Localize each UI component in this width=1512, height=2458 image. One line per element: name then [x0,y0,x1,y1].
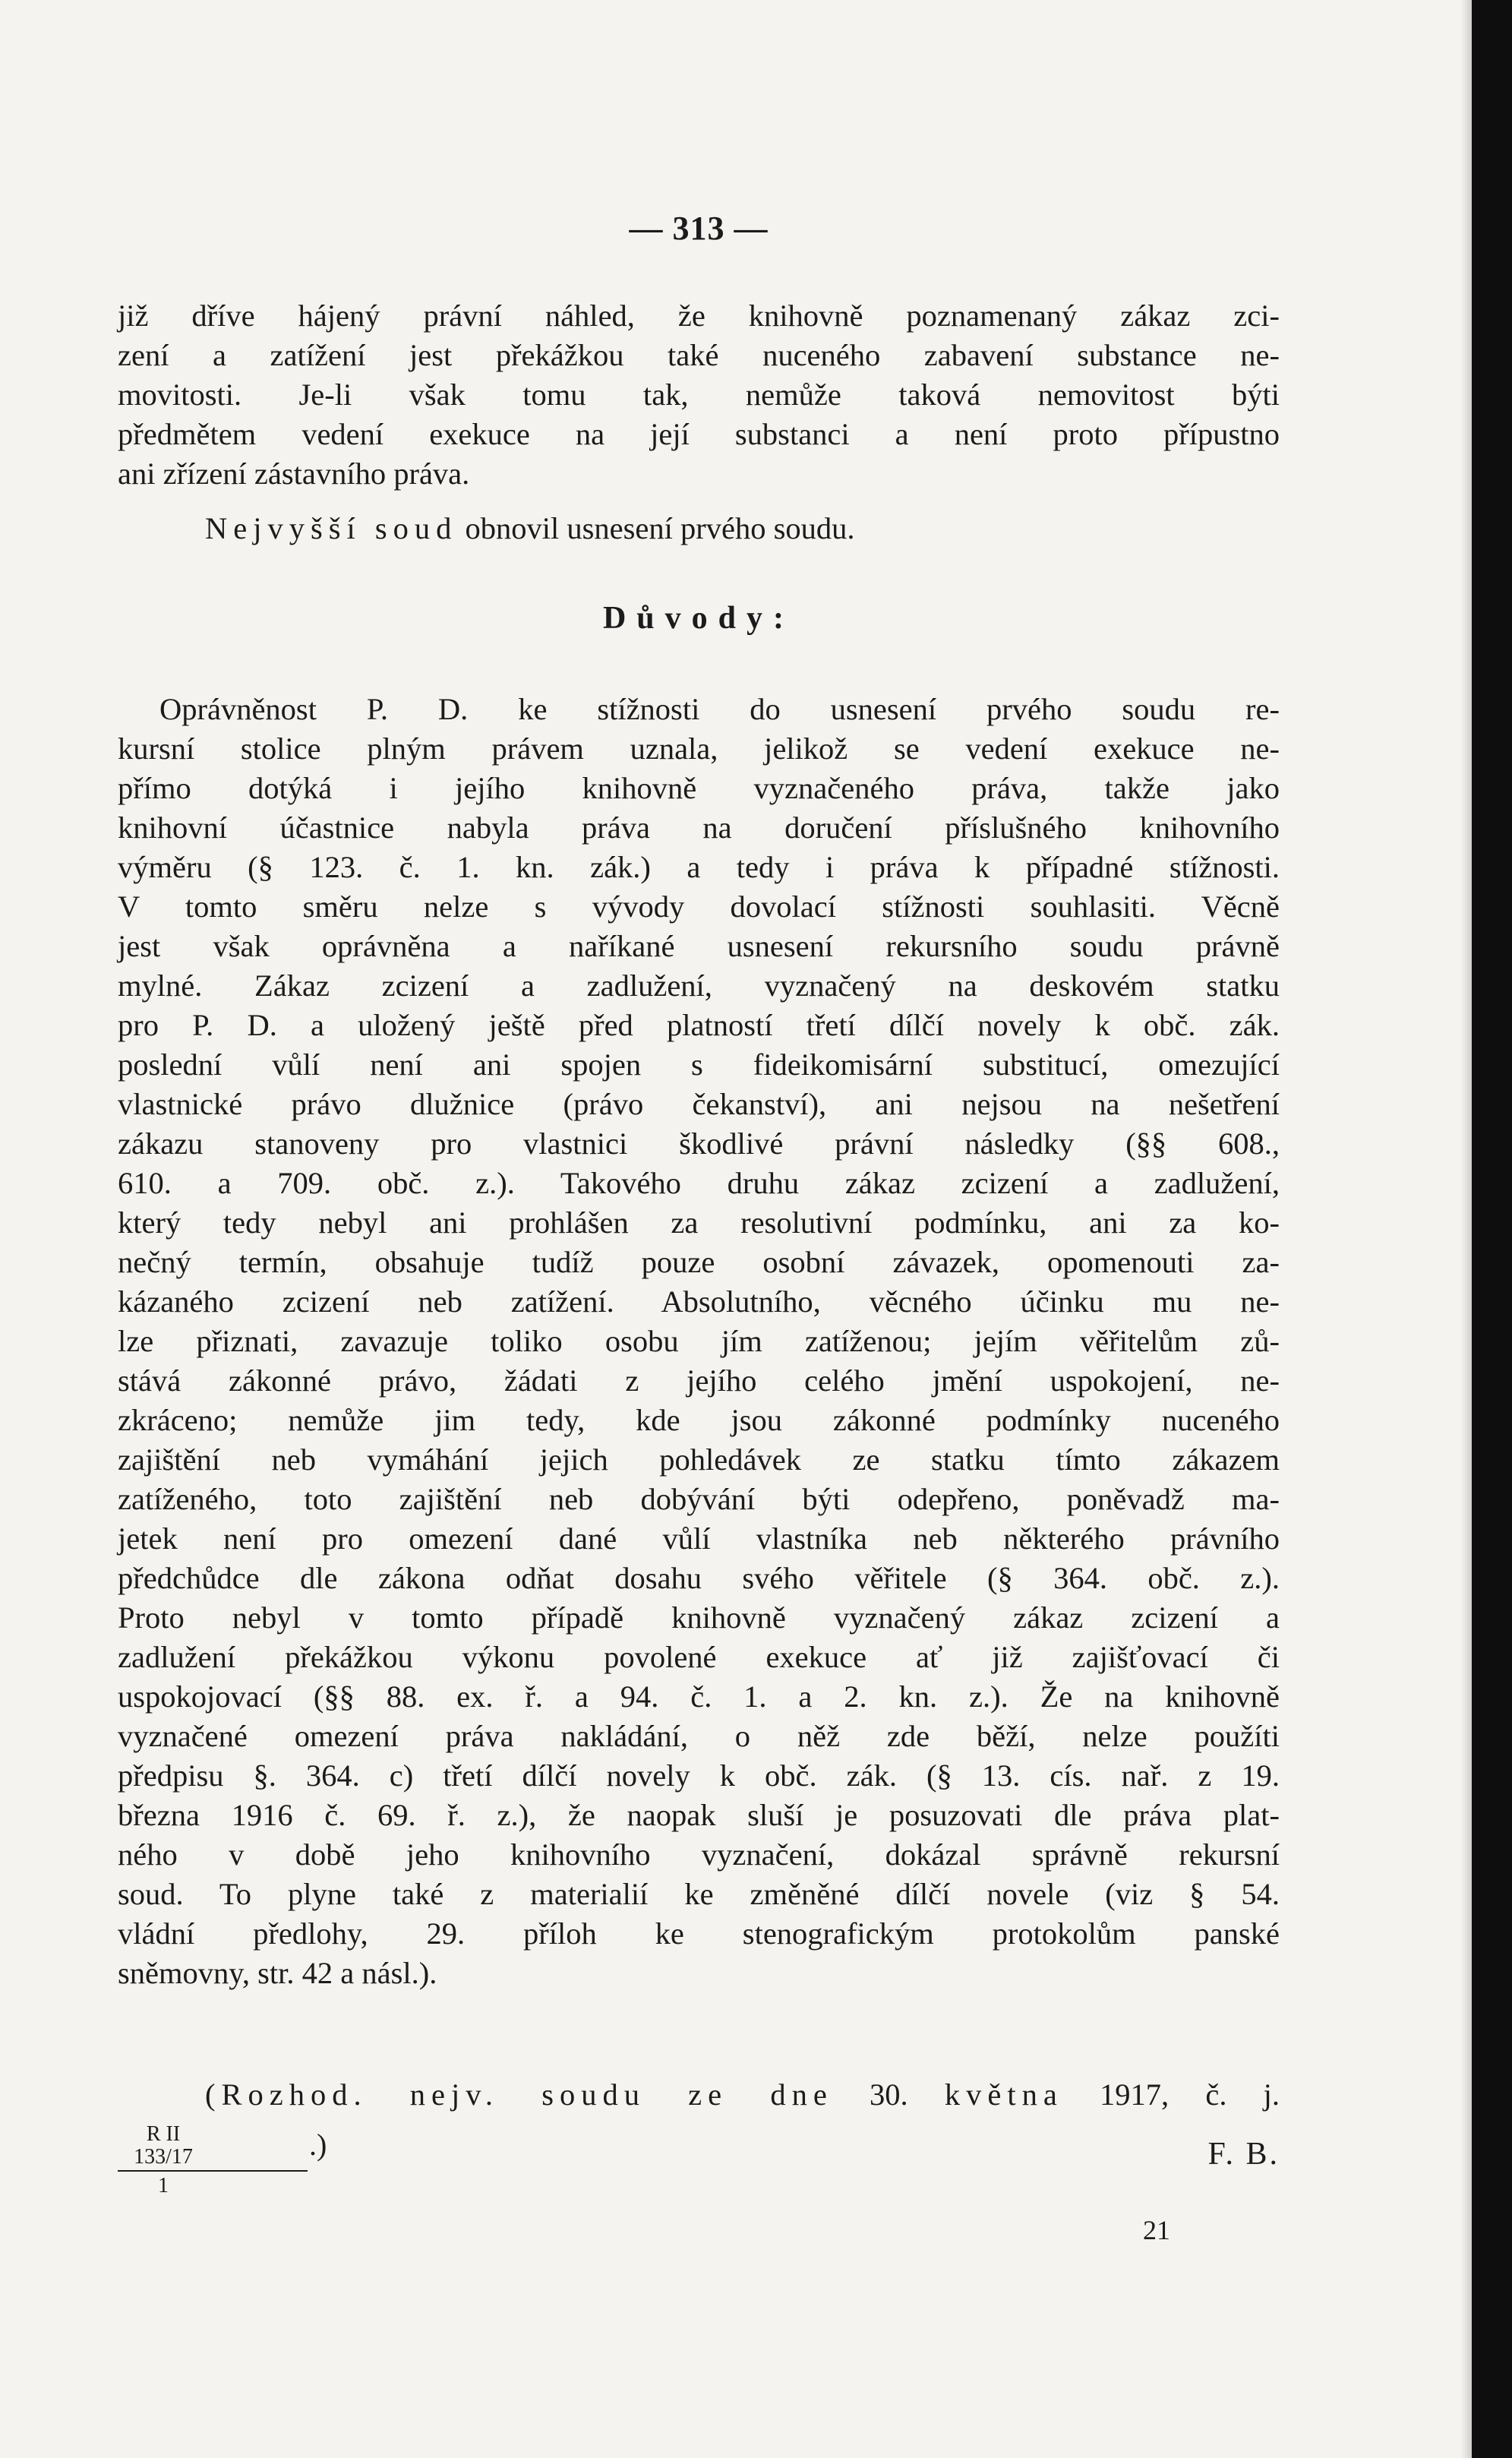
paragraph2-line: přímo dotýká i jejího knihovně vyznačeného práva, takže jako [118,771,1280,805]
decision-year: 1917, [1100,2077,1170,2112]
paragraph2-line: V tomto směru nelze s vývody dovolací stížnosti souhlasiti. Věcně [118,889,1280,924]
paragraph2-line: který tedy nebyl ani prohlášen za resolutivní podmínku, ani za ko- [118,1205,1280,1240]
decision-month: května [944,2077,1063,2112]
paragraph2-line: sněmovny, str. 42 a násl.). [118,1956,437,1990]
paragraph2-line: vládní předlohy, 29. příloh ke stenografickým protokolům panské [118,1916,1280,1951]
paragraph2-line: kázaného zcizení neb zatížení. Absolutního, věcného účinku mu ne- [118,1284,1280,1319]
paragraph2-line: vyznačené omezení práva nakládání, o něž zde běží, nelze použíti [118,1719,1280,1753]
author-initials: F. B. [1207,2137,1280,2172]
paragraph2-line: výměru (§ 123. č. 1. kn. zák.) a tedy i práva k případné stížnosti. [118,850,1280,884]
decision-closing: .) [309,2128,327,2162]
sheet-number: 21 [1143,2215,1170,2245]
page-number: — 313 — [629,210,769,247]
decision-date-number: 30. [870,2077,908,2112]
case-number-fraction [118,2123,308,2197]
paragraph2-line: knihovní účastnice nabyla práva na doručení příslušného knihovního [118,810,1280,845]
decision-tail: č. j. [1205,2077,1280,2112]
decision-reference [205,2075,1280,2115]
paragraph2-line: poslední vůlí není ani spojen s fideikomisární substitucí, omezující [118,1047,1280,1082]
paragraph1-line: ani zřízení zástavního práva. [118,457,470,491]
decision-prefix: (Rozhod. nejv. soudu ze dne [205,2077,833,2112]
case-number: R II 133/17 [134,2122,193,2169]
paragraph2-line: zadlužení překážkou výkonu povolené exekuce ať již zajišťovací či [118,1640,1280,1674]
paragraph2-line: Oprávněnost P. D. ke stížnosti do usnesení prvého soudu re- [159,692,1280,726]
court-ruling-line [205,509,1280,548]
paragraph2-line: soud. To plyne také z materialií ke změněné dílčí novele (viz § 54. [118,1877,1280,1911]
paragraph2-line: zatíženého, toto zajištění neb dobývání býti odepřeno, poněvadž ma- [118,1482,1280,1516]
court-ruling-text: obnovil usnesení prvého soudu. [465,511,855,545]
paragraph2-line: stává zákonné právo, žádati z jejího celého jmění uspokojení, ne- [118,1363,1280,1398]
paragraph2-line: jest však oprávněna a naříkané usnesení rekursního soudu právně [118,929,1280,963]
paragraph1-line: zení a zatížení jest překážkou také nuceného zabavení substance ne- [118,338,1280,372]
paragraph2-line: zkráceno; nemůže jim tedy, kde jsou zákonné podmínky nuceného [118,1403,1280,1437]
paragraph2-line: předpisu §. 364. c) třetí dílčí novely k obč. zák. (§ 13. cís. nař. z 19. [118,1758,1280,1793]
fraction-bar [118,2170,308,2172]
paragraph2-line: vlastnické právo dlužnice (právo čekanství), ani nejsou na nešetření [118,1087,1280,1121]
paragraph2-line: předchůdce dle zákona odňat dosahu svého věřitele (§ 364. obč. z.). [118,1561,1280,1595]
paragraph2-line: pro P. D. a uložený ještě před platností třetí dílčí novely k obč. zák. [118,1008,1280,1042]
paragraph2-line: uspokojovací (§§ 88. ex. ř. a 94. č. 1. a 2. kn. z.). Že na knihovně [118,1679,1280,1714]
paragraph2-line: mylné. Zákaz zcizení a zadlužení, vyznačený na deskovém statku [118,968,1280,1003]
paragraph2-line: jetek není pro omezení dané vůlí vlastníka neb některého právního [118,1521,1280,1556]
paragraph2-line: lze přiznati, zavazuje toliko osobu jím zatíženou; jejím věřitelům zů- [118,1324,1280,1358]
paragraph2-line: zajištění neb vymáhání jejich pohledávek ze statku tímto zákazem [118,1442,1280,1477]
paragraph1-line: předmětem vedení exekuce na její substanci a není proto přípustno [118,417,1280,451]
paragraph2-line: března 1916 č. 69. ř. z.), že naopak sluší je posuzovati dle práva plat- [118,1798,1280,1832]
reasons-heading: Důvody: [602,601,795,636]
paragraph2-line: Proto nebyl v tomto případě knihovně vyznačený zákaz zcizení a [118,1600,1280,1635]
paragraph2-line: zákazu stanoveny pro vlastnici škodlivé právní následky (§§ 608., [118,1126,1280,1161]
paragraph2-line: kursní stolice plným právem uznala, jelikož se vedení exekuce ne- [118,731,1280,766]
paragraph2-line: ného v době jeho knihovního vyznačení, dokázal správně rekursní [118,1837,1280,1872]
case-number-denominator: 1 [158,2174,169,2197]
paragraph2-line: nečný termín, obsahuje tudíž pouze osobní závazek, opomenouti za- [118,1245,1280,1279]
paragraph2-line: 610. a 709. obč. z.). Takového druhu zákaz zcizení a zadlužení, [118,1166,1280,1200]
paragraph1-line: již dříve hájený právní náhled, že knihovně poznamenaný zákaz zci- [118,299,1280,333]
paragraph1-line: movitosti. Je-li však tomu tak, nemůže taková nemovitost býti [118,378,1280,412]
court-name: Nejvyšší soud [205,511,458,545]
